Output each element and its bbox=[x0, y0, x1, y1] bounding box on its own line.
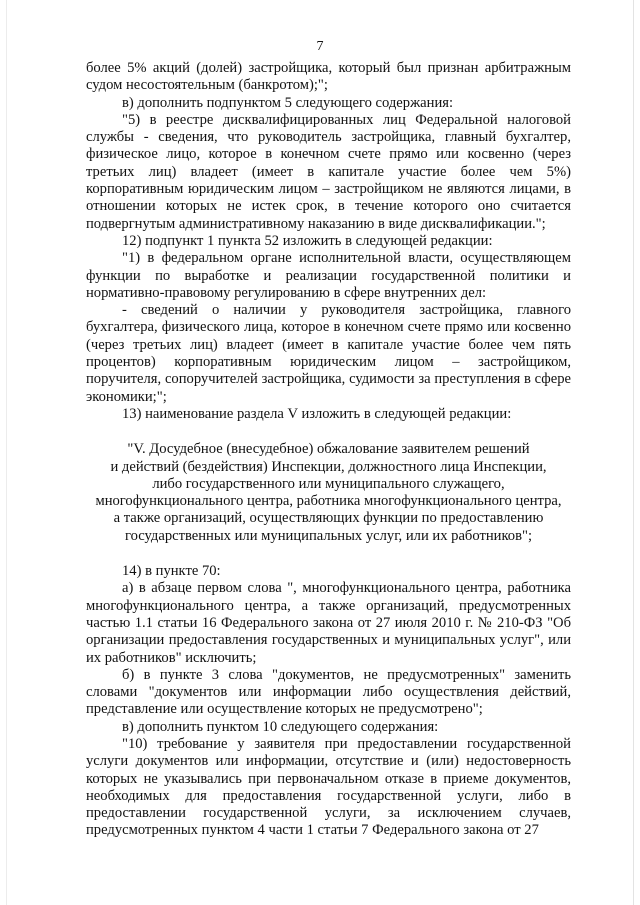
paragraph: "10) требование у заявителя при предоставлении государственной услуги документов или информации, отсутствие и (или) недостоверность которых не указывались при первоначальном отказе в приеме документов, необходимых для предоставления государственной услуги, либо в предоставлении государственной услуги, за исключением случаев, предусмотренных пунктом 4 части 1 статьи 7 Федерального закона от 27 bbox=[86, 735, 571, 839]
paragraph: "1) в федеральном органе исполнительной власти, осуществляющем функции по выработке и реализации государственной политики и нормативно-правовому регулированию в сфере внутренних дел: bbox=[86, 250, 571, 301]
scan-edge-left bbox=[6, 0, 7, 905]
document-body bbox=[86, 60, 571, 840]
heading-line: "V. Досудебное (внесудебное) обжалование заявителем решений bbox=[127, 441, 530, 458]
paragraph: 14) в пункте 70: bbox=[122, 563, 221, 580]
paragraph: в) дополнить подпунктом 5 следующего содержания: bbox=[122, 94, 454, 111]
paragraph: б) в пункте 3 слова "документов, не предусмотренных" заменить словами "документов или информации либо осуществления действий, представление или осуществление которых не предусмотрено"; bbox=[86, 666, 571, 718]
heading-line: и действий (бездействия) Инспекции, должностного лица Инспекции, bbox=[110, 458, 547, 475]
paragraph: в) дополнить пунктом 10 следующего содержания: bbox=[122, 718, 439, 735]
paragraph: а) в абзаце первом слова ", многофункционального центра, работника многофункционального центра, а также организаций, предусмотренных частью 1.1 статьи 16 Федерального закона от 27 июля 2010 г. № 210-ФЗ "Об организации предоставления государственных и муниципальных услуг", или их работников" исключить; bbox=[86, 580, 571, 666]
heading-line: государственных или муниципальных услуг, или их работников"; bbox=[124, 527, 533, 544]
paragraph: "5) в реестре дисквалифицированных лиц Федеральной налоговой службы - сведения, что руководитель застройщика, главный бухгалтер, физическое лицо, которое в конечном счете прямо или косвенно (через третьих лиц) владеет (имеет в капитале участие более чем 5%) корпоративным юридическим лицом – застройщиком не являются лицами, в отношении которых не истек срок, в течение которого оно считается подвергнутым административному наказанию в виде дисквалификации."; bbox=[86, 111, 571, 232]
paragraph: 13) наименование раздела V изложить в следующей редакции: bbox=[122, 405, 512, 422]
paragraph: 12) подпункт 1 пункта 52 изложить в следующей редакции: bbox=[122, 232, 493, 249]
heading-line: а также организаций, осуществляющих функции по предоставлению bbox=[113, 510, 544, 527]
page-number: 7 bbox=[316, 39, 324, 54]
paragraph: - сведений о наличии у руководителя застройщика, главного бухгалтера, физического лица, которое в конечном счете прямо или косвенно (через третьих лиц) владеет (имеет в капитале участие более чем пять процентов) корпоративным юридическим лицом – застройщиком, поручителя, сопоручителей застройщика, судимости за преступления в сфере экономики;"; bbox=[86, 302, 571, 405]
heading-line: многофункционального центра, работника многофункционального центра, bbox=[95, 493, 562, 510]
scan-edge-right bbox=[633, 0, 634, 905]
section-heading bbox=[86, 441, 571, 545]
heading-line: либо государственного или муниципального служащего, bbox=[152, 475, 505, 492]
paragraph: более 5% акций (долей) застройщика, который был признан арбитражным судом несостоятельным (банкротом);"; bbox=[86, 60, 571, 94]
